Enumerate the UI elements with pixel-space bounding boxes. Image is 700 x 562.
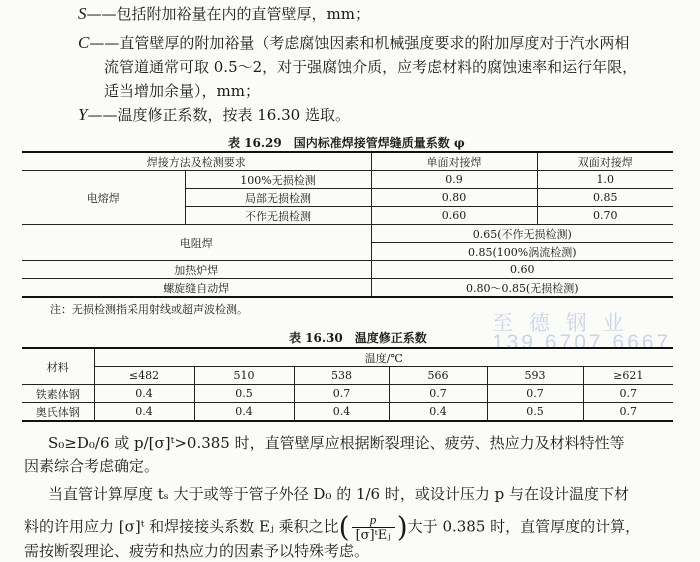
table-cell: 0.4: [94, 385, 194, 403]
para1-line1: S₀≥D₀/6 或 p/[σ]ᵗ>0.385 时，直管壁厚应根据断裂理论、疲劳、热应力及材料特性等: [48, 434, 625, 452]
table29: [22, 151, 673, 298]
para2-line2: [24, 512, 640, 543]
def-c-cont1: 流管道通常可取 0.5～2，对于强腐蚀介质，应考虑材料的腐蚀速率和运行年限，: [104, 58, 638, 76]
table-cell: 0.85: [537, 189, 673, 207]
para2-line2-b: 大于 0.385 时，直管厚度的计算，: [407, 517, 641, 536]
table-cell: 局部无损检测: [185, 189, 371, 207]
def-c-text: ——直管壁厚的附加裕量（考虑腐蚀因素和机械强度要求的附加厚度对于汽水两相: [89, 34, 630, 52]
table-row: [22, 367, 673, 385]
table29-caption: 表 16.29 国内标准焊接管焊缝质量系数 φ: [228, 136, 465, 150]
fraction-denominator: [σ]ᵗEⱼ: [355, 528, 391, 543]
para2-line3: 需按断裂理论、疲劳和热应力的因素予以特殊考虑。: [24, 542, 370, 560]
table-cell: 0.80: [371, 189, 537, 207]
para1-line2: 因素综合考虑确定。: [24, 457, 160, 475]
table30: [22, 347, 673, 422]
def-c-symbol: C: [78, 33, 90, 52]
table29-header-single: 单面对接焊: [371, 152, 537, 171]
table-cell: 0.7: [389, 385, 487, 403]
table-row: [22, 225, 673, 243]
table-cell: 0.7: [294, 385, 389, 403]
fraction: [352, 512, 395, 543]
def-c-cont2: 适当增加余量），mm；: [104, 82, 260, 100]
table-row: [22, 261, 673, 279]
table-row: [22, 171, 673, 189]
table-cell: 0.7: [487, 385, 583, 403]
def-s: [78, 4, 370, 24]
table-row: [22, 279, 673, 298]
def-s-text: ——包括附加裕量在内的直管壁厚，mm；: [86, 5, 370, 23]
table30-temp: ≥621: [583, 367, 673, 385]
table-row: [22, 403, 673, 422]
table-cell: 0.7: [583, 403, 673, 422]
def-y-text: ——温度修正系数，按表 16.30 选取。: [87, 106, 350, 124]
def-c: [78, 33, 629, 53]
para2-line2-a: 料的许用应力 [σ]ᵗ 和焊接接头系数 Eⱼ 乘积之比: [24, 517, 339, 536]
watermark-line2: 139 6707 6667: [492, 331, 672, 354]
table-row: [22, 385, 673, 403]
table-cell: 0.5: [487, 403, 583, 422]
table29-dianrong-label: 电熔焊: [22, 171, 185, 225]
table30-temp-header: 温度/℃: [94, 348, 673, 367]
table-cell: 0.60: [371, 261, 673, 279]
table-cell: 0.9: [371, 171, 537, 189]
table30-temp: 593: [487, 367, 583, 385]
paren-right: ): [396, 510, 408, 544]
para2-line1: 当直管计算厚度 tₛ 大于或等于管子外径 D₀ 的 1/6 时，或设计压力 p 与在设计温度下材: [48, 485, 630, 503]
table30-temp: 566: [389, 367, 487, 385]
table-cell: 0.4: [194, 403, 294, 422]
table30-temp: 510: [194, 367, 294, 385]
table29-note: 注：无损检测指采用射线或超声波检测。: [50, 303, 248, 316]
table-cell: 不作无损检测: [185, 207, 371, 225]
paren-left: (: [338, 510, 350, 544]
table30-material-header: 材料: [22, 348, 94, 385]
table-cell: 0.4: [389, 403, 487, 422]
table30-caption: 表 16.30 温度修正系数: [289, 331, 427, 345]
table29-header-method: 焊接方法及检测要求: [22, 152, 371, 171]
table-cell: 0.4: [294, 403, 389, 422]
table-row: [22, 348, 673, 367]
table29-dianzu-label: 电阻焊: [22, 225, 371, 261]
table-cell: 0.5: [194, 385, 294, 403]
table30-material: 铁素体钢: [22, 385, 94, 403]
def-y-symbol: Y: [78, 105, 88, 124]
table-cell: 0.85(100%涡流检测): [371, 243, 673, 261]
table29-luoxuan-label: 螺旋缝自动焊: [22, 279, 371, 298]
table29-jiare-label: 加热炉焊: [22, 261, 371, 279]
table30-temp: 538: [294, 367, 389, 385]
table-cell: 100%无损检测: [185, 171, 371, 189]
table-row: [22, 152, 673, 171]
table-cell: 1.0: [537, 171, 673, 189]
table-cell: 0.65(不作无损检测): [371, 225, 673, 243]
table-cell: 0.7: [583, 385, 673, 403]
table30-material: 奥氏体钢: [22, 403, 94, 422]
fraction-numerator: p: [352, 512, 395, 528]
def-y: [78, 105, 350, 125]
watermark-line1: 至 德 钢 业: [492, 312, 629, 335]
table30-temp: ≤482: [94, 367, 194, 385]
def-s-symbol: S: [78, 4, 87, 23]
table-cell: 0.60: [371, 207, 537, 225]
table29-header-double: 双面对接焊: [537, 152, 673, 171]
table-cell: 0.4: [94, 403, 194, 422]
table-cell: 0.80～0.85(无损检测): [371, 279, 673, 298]
table-cell: 0.70: [537, 207, 673, 225]
